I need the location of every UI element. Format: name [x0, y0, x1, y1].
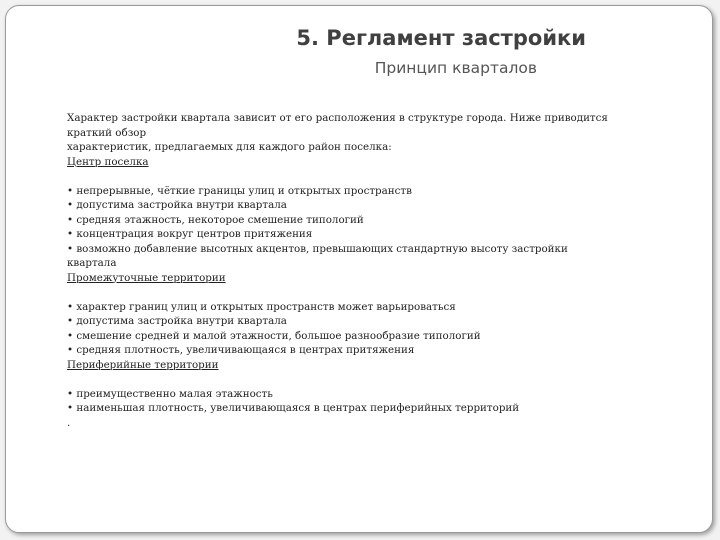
section-heading-periphery: Периферийные территории — [67, 358, 219, 371]
spacer — [67, 285, 647, 300]
intro-line: краткий обзор — [67, 126, 147, 139]
list-item: • смешение средней и малой этажности, большое разнообразие типологий — [67, 329, 481, 342]
list-item: • возможно добавление высотных акцентов, превышающих стандартную высоту застройки — [67, 242, 568, 255]
list-item: • средняя плотность, увеличивающаяся в центрах притяжения — [67, 344, 415, 356]
list-item: • наименьшая плотность, увеличивающаяся в центрах периферийных территорий — [67, 402, 520, 414]
slide-body — [67, 111, 647, 430]
slide-title: 5. Регламент застройки — [296, 26, 586, 50]
list-item: • средняя этажность, некоторое смешение типологий — [67, 213, 364, 226]
section-heading-intermediate: Промежуточные территории — [67, 271, 226, 284]
intro-line: Характер застройки квартала зависит от его расположения в структуре города. Ниже приводится — [67, 112, 608, 124]
list-item: квартала — [67, 257, 117, 269]
spacer — [67, 169, 647, 184]
list-item: • непрерывные, чёткие границы улиц и открытых пространств — [67, 184, 412, 197]
spacer — [67, 372, 647, 387]
intro-line: характеристик, предлагаемых для каждого район поселка: — [67, 141, 392, 153]
list-item: • допустима застройка внутри квартала — [67, 315, 287, 327]
list-item: • преимущественно малая этажность — [67, 387, 273, 400]
slide — [5, 5, 713, 533]
section-heading-center: Центр поселка — [67, 155, 149, 168]
slide-subtitle: Принцип кварталов — [374, 59, 537, 77]
list-item: • допустима застройка внутри квартала — [67, 199, 287, 211]
list-item: • характер границ улиц и открытых пространств может варьироваться — [67, 300, 456, 313]
list-item: • концентрация вокруг центров притяжения — [67, 228, 313, 240]
list-item: . — [67, 416, 71, 429]
